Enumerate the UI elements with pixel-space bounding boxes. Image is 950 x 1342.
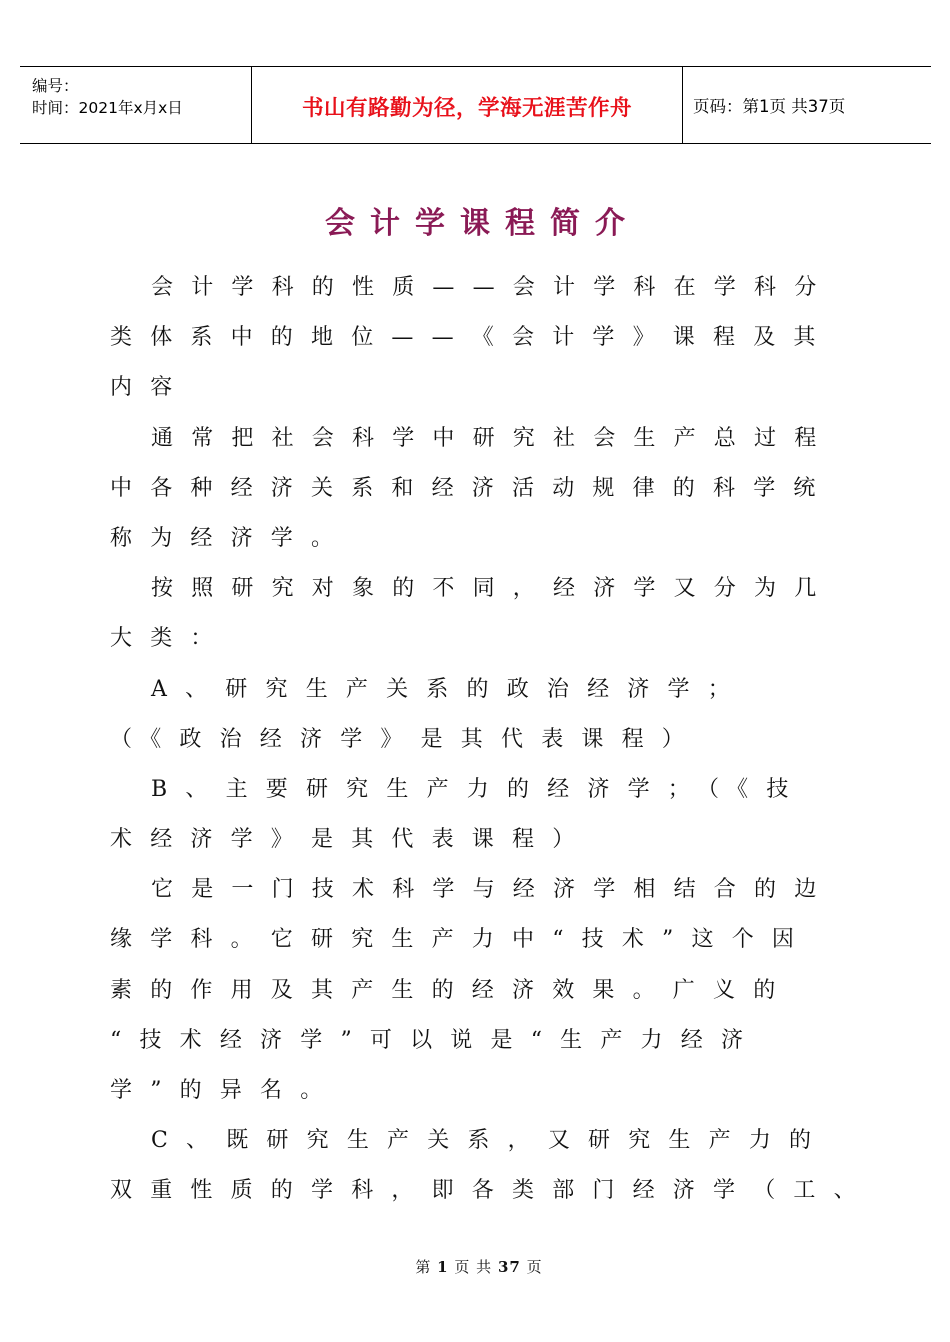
footer-page-number: 1 bbox=[437, 1258, 449, 1276]
footer-suffix: 页 bbox=[526, 1258, 543, 1276]
body-line: 通常把社会科学中研究社会生产总过程 bbox=[151, 425, 835, 451]
body-line: 中各种经济关系和经济活动规律的科学统 bbox=[110, 475, 834, 501]
footer-total-pages: 37 bbox=[497, 1258, 521, 1276]
body-line: 类体系中的地位——《会计学》课程及其 bbox=[110, 325, 834, 351]
body-line: 术经济学》是其代表课程） bbox=[110, 827, 593, 853]
body-line: C、既研究生产关系，又研究生产力的 bbox=[151, 1128, 830, 1154]
body-line: 素的作用及其产生的经济效果。广义的 bbox=[110, 977, 794, 1003]
footer-middle: 页 共 bbox=[454, 1258, 493, 1276]
body-line: 称为经济学。 bbox=[110, 525, 352, 551]
body-line: 大类： bbox=[110, 626, 231, 652]
body-line: （《政治经济学》是其代表课程） bbox=[110, 726, 703, 752]
body-line: 学”的异名。 bbox=[110, 1078, 341, 1103]
page-footer bbox=[0, 1256, 950, 1277]
footer-prefix: 第 bbox=[415, 1258, 432, 1276]
header-motto-cell bbox=[252, 67, 683, 143]
body-line: 双重性质的学科，即各类部门经济学（工、 bbox=[110, 1178, 874, 1204]
body-line: 它是一门技术科学与经济学相结合的边 bbox=[151, 877, 835, 903]
header-page-info: 页码：第1页 共37页 bbox=[693, 97, 846, 116]
document-header-table bbox=[20, 66, 931, 144]
header-page-cell bbox=[683, 67, 931, 143]
document-code-label: 编号： bbox=[32, 77, 79, 95]
body-line: 会计学科的性质——会计学科在学科分 bbox=[151, 275, 835, 300]
document-time-label: 时间：2021年x月x日 bbox=[32, 99, 183, 117]
document-title: 会计学课程简介 bbox=[325, 206, 640, 241]
document-body bbox=[110, 263, 874, 1217]
body-line: 按照研究对象的不同，经济学又分为几 bbox=[151, 576, 835, 602]
body-line: “技术经济学”可以说是“生产力经济 bbox=[110, 1027, 762, 1053]
header-meta-cell bbox=[20, 67, 252, 143]
header-motto: 书山有路勤为径，学海无涯苦作舟 bbox=[301, 95, 632, 121]
body-line: B、主要研究生产力的经济学；（《技 bbox=[151, 776, 807, 802]
body-line: 内容 bbox=[110, 375, 191, 401]
body-line: A、研究生产关系的政治经济学； bbox=[151, 676, 748, 702]
body-line: 缘学科。它研究生产力中“技术”这个因 bbox=[110, 927, 813, 953]
